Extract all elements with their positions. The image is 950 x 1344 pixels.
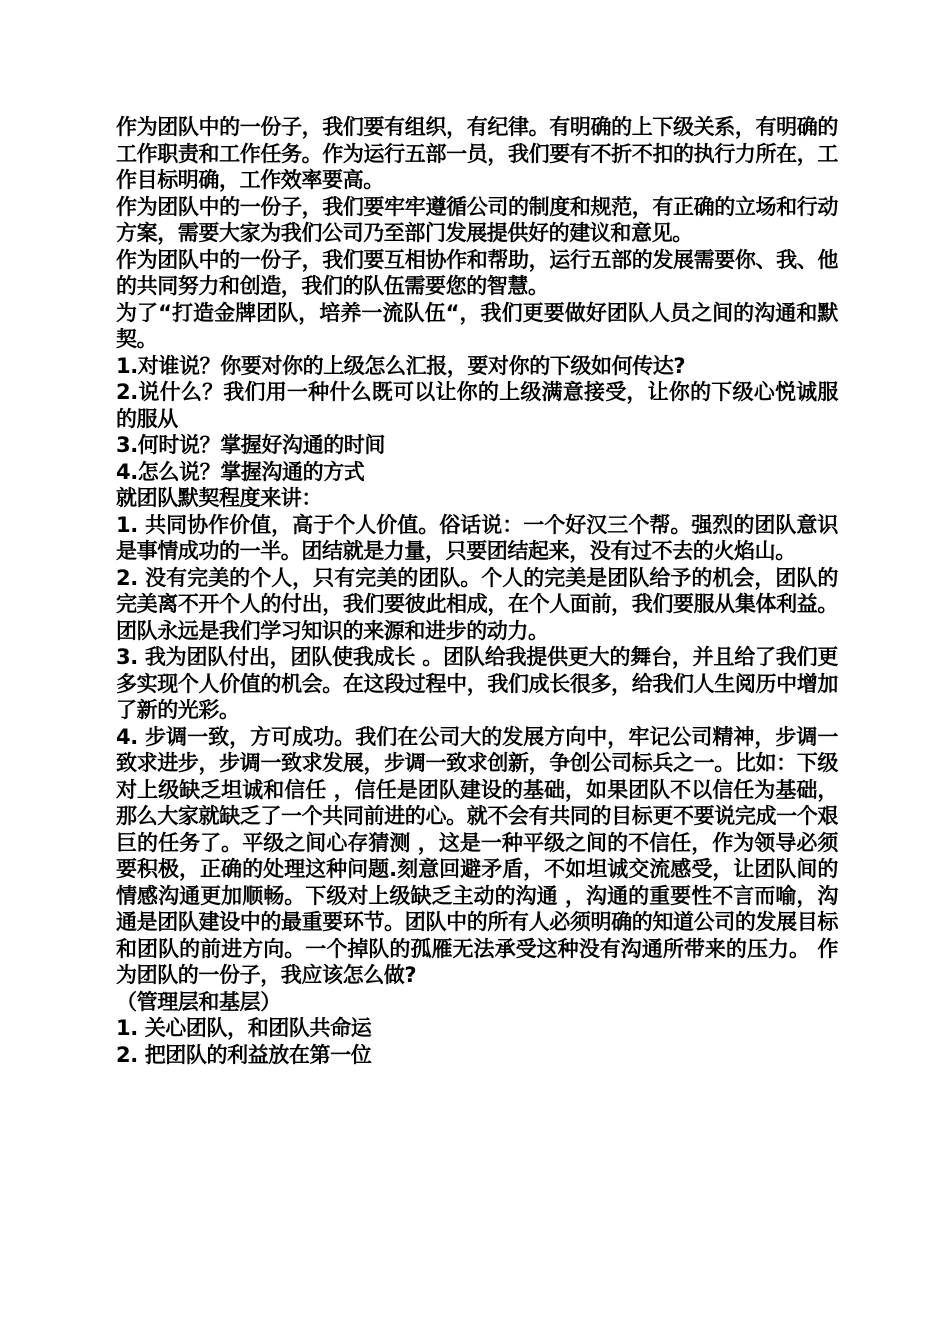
point-4: 4. 步调一致，方可成功。我们在公司大的发展方向中，牢记公司精神，步调一致求进步，步调一致求发展，步调一致求创新，争创公司标兵之一。比如：下级对上级缺乏坦诚和信任 ，信任是团队建设的基础，如果团队不以信任为基础，那么大家就缺乏了一个共同前进的心。就不会有共同的目标更不要说完成一个艰巨的任务了。平级之间心存猜测 ，这是一种平级之间的不信任，作为领导必须要积极，正确的处理这种问题.刻意回避矛盾，不如坦诚交流感受，让团队间的情感沟通更加顺畅。下级对上级缺乏主动的沟通 ，沟通的重要性不言而喻，沟通是团队建设中的最重要环节。团队中的所有人必须明确的知道公司的发展目标和团队的前进方向。一个掉队的孤雁无法承受这种没有沟通所带来的压力。 作为团队的一份子，我应该怎么做? xyxy=(116,724,838,987)
paragraph-3: 作为团队中的一份子，我们要互相协作和帮助，运行五部的发展需要你、我、他的共同努力和创造，我们的队伍需要您的智慧。 xyxy=(116,247,838,298)
list-item-how: 4.怎么说？掌握沟通的方式 xyxy=(116,459,365,484)
point-2: 2. 没有完美的个人，只有完美的团队。个人的完美是团队给予的机会，团队的完美离不开个人的付出，我们要彼此相成，在个人面前，我们要服从集体利益。团队永远是我们学习知识的来源和进步的动力。 xyxy=(116,565,838,643)
action-2: 2. 把团队的利益放在第一位 xyxy=(116,1042,372,1067)
document-body xyxy=(116,114,838,1068)
subheading: （管理层和基层） xyxy=(116,989,281,1014)
list-item-what: 2.说什么？我们用一种什么既可以让你的上级满意接受，让你的下级心悦诚服的服从 xyxy=(116,380,838,431)
paragraph-4: 为了“打造金牌团队，培养一流队伍“，我们更要做好团队人员之间的沟通和默契。 xyxy=(116,300,838,351)
section-heading: 就团队默契程度来讲： xyxy=(116,486,322,510)
point-3: 3. 我为团队付出，团队使我成长 。团队给我提供更大的舞台，并且给了我们更多实现个人价值的机会。在这段过程中，我们成长很多，给我们人生阅历中增加了新的光彩。 xyxy=(116,645,838,722)
list-item-who: 1.对谁说？你要对你的上级怎么汇报，要对你的下级如何传达? xyxy=(116,353,686,378)
point-1: 1. 共同协作价值，高于个人价值。俗话说：一个好汉三个帮。强烈的团队意识是事情成功的一半。团结就是力量，只要团结起来，没有过不去的火焰山。 xyxy=(116,512,838,563)
list-item-when: 3.何时说？掌握好沟通的时间 xyxy=(116,433,385,457)
paragraph-1: 作为团队中的一份子，我们要有组织，有纪律。有明确的上下级关系，有明确的工作职责和工作任务。作为运行五部一员，我们要有不折不扣的执行力所在，工作目标明确，工作效率要高。 xyxy=(116,115,838,192)
paragraph-2: 作为团队中的一份子，我们要牢牢遵循公司的制度和规范，有正确的立场和行动方案，需要大家为我们公司乃至部门发展提供好的建议和意见。 xyxy=(116,194,838,245)
action-1: 1. 关心团队，和团队共命运 xyxy=(116,1016,372,1040)
